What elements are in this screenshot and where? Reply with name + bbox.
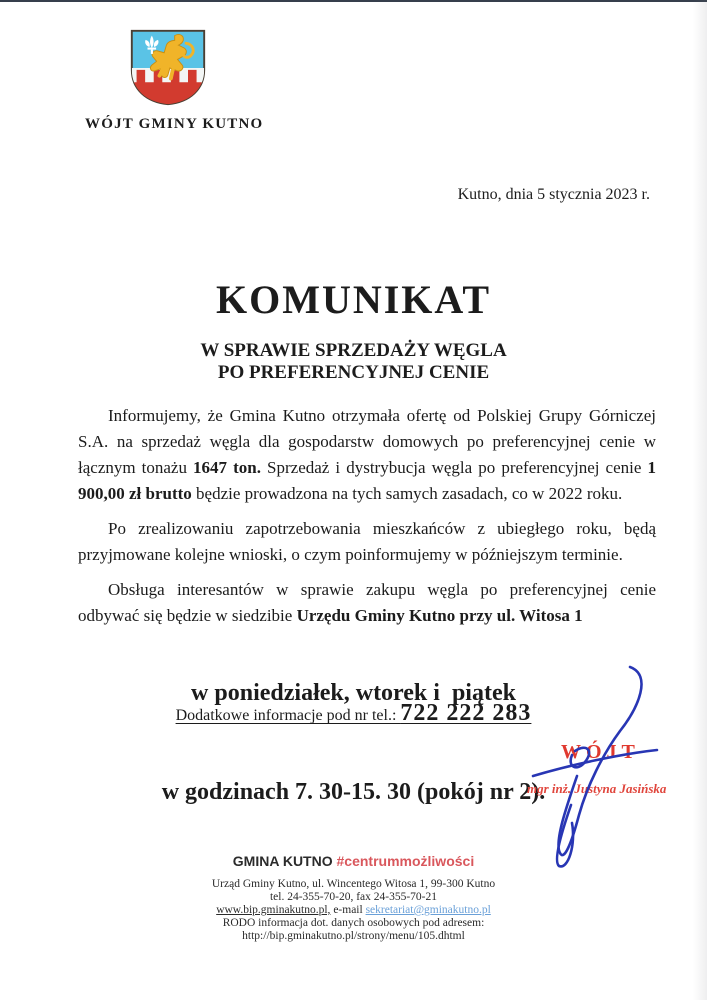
footer-web-link[interactable]: www.bip.gminakutno.pl, [216, 904, 331, 916]
subtitle-line-1: W SPRAWIE SPRZEDAŻY WĘGLA [200, 340, 507, 361]
paragraph-offer: Informujemy, że Gmina Kutno otrzymała ofertę od Polskiej Grupy Górniczej S.A. na sprzedaż węgla dla gospodarstw domowych po preferencyjnej cenie w łącznym tonażu 1647 ton. Sprzedaż i dystrybucja węgla po preferencyjnej cenie 1 900,00 zł brutto będzie prowadzona na tych samych zasadach, co w 2022 roku. [78, 406, 656, 503]
phone-number: 722 222 283 [400, 700, 532, 726]
footer-rodo-url: http://bip.gminakutno.pl/strony/menu/105.dhtml [242, 930, 465, 942]
stamp-name: mgr inż. Justyna Jasińska [527, 781, 667, 796]
footer-brand-line [0, 853, 707, 869]
scan-edge-line [0, 0, 707, 2]
paragraph-service-location: Obsługa interesantów w sprawie zakupu węgla po preferencyjnej cenie odbywać się będzie w siedzibie Urzędu Gminy Kutno przy ul. Witosa 1 [78, 580, 656, 625]
phone-label: Dodatkowe informacje pod nr tel.: [175, 707, 401, 724]
document-subtitle [0, 340, 707, 384]
coat-of-arms-icon [125, 28, 211, 108]
schedule-days: w poniedziałek, wtorek i piątek [191, 680, 516, 706]
handwritten-signature [515, 655, 680, 870]
dateline: Kutno, dnia 5 stycznia 2023 r. [457, 186, 650, 203]
footer-phones: tel. 24-355-70-20, fax 24-355-70-21 [269, 891, 438, 903]
title-block [0, 276, 707, 384]
stamp-title: WÓJT [561, 741, 640, 763]
footer-hashtag: #centrummożliwości [336, 853, 475, 869]
footer-email-link[interactable]: sekretariat@gminakutno.pl [365, 904, 491, 916]
paragraph-applications: Po zrealizowaniu zapotrzebowania mieszkańców z ubiegłego roku, będą przyjmowane kolejne wnioski, o czym poinformujemy w późniejszym terminie. [78, 519, 656, 564]
footer-rodo-line: RODO informacja dot. danych osobowych pod adresem: [222, 917, 485, 929]
signature-block [515, 655, 680, 870]
footer-brand: GMINA KUTNO [232, 853, 337, 869]
footer-address: Urząd Gminy Kutno, ul. Wincentego Witosa 1, 99-300 Kutno [211, 878, 496, 890]
footer-email-label: e-mail [330, 904, 366, 916]
footer [0, 853, 707, 943]
letterhead [85, 28, 264, 133]
subtitle-line-2: PO PREFERENCYJNEJ CENIE [217, 362, 490, 383]
schedule-hours: w godzinach 7. 30-15. 30 (pokój nr 2). [161, 779, 546, 805]
document-title: KOMUNIKAT [215, 277, 492, 322]
footer-address-block [0, 878, 707, 943]
office-title: WÓJT GMINY KUTNO [85, 116, 264, 132]
body-text [78, 403, 656, 638]
footer-links-line [0, 904, 707, 917]
